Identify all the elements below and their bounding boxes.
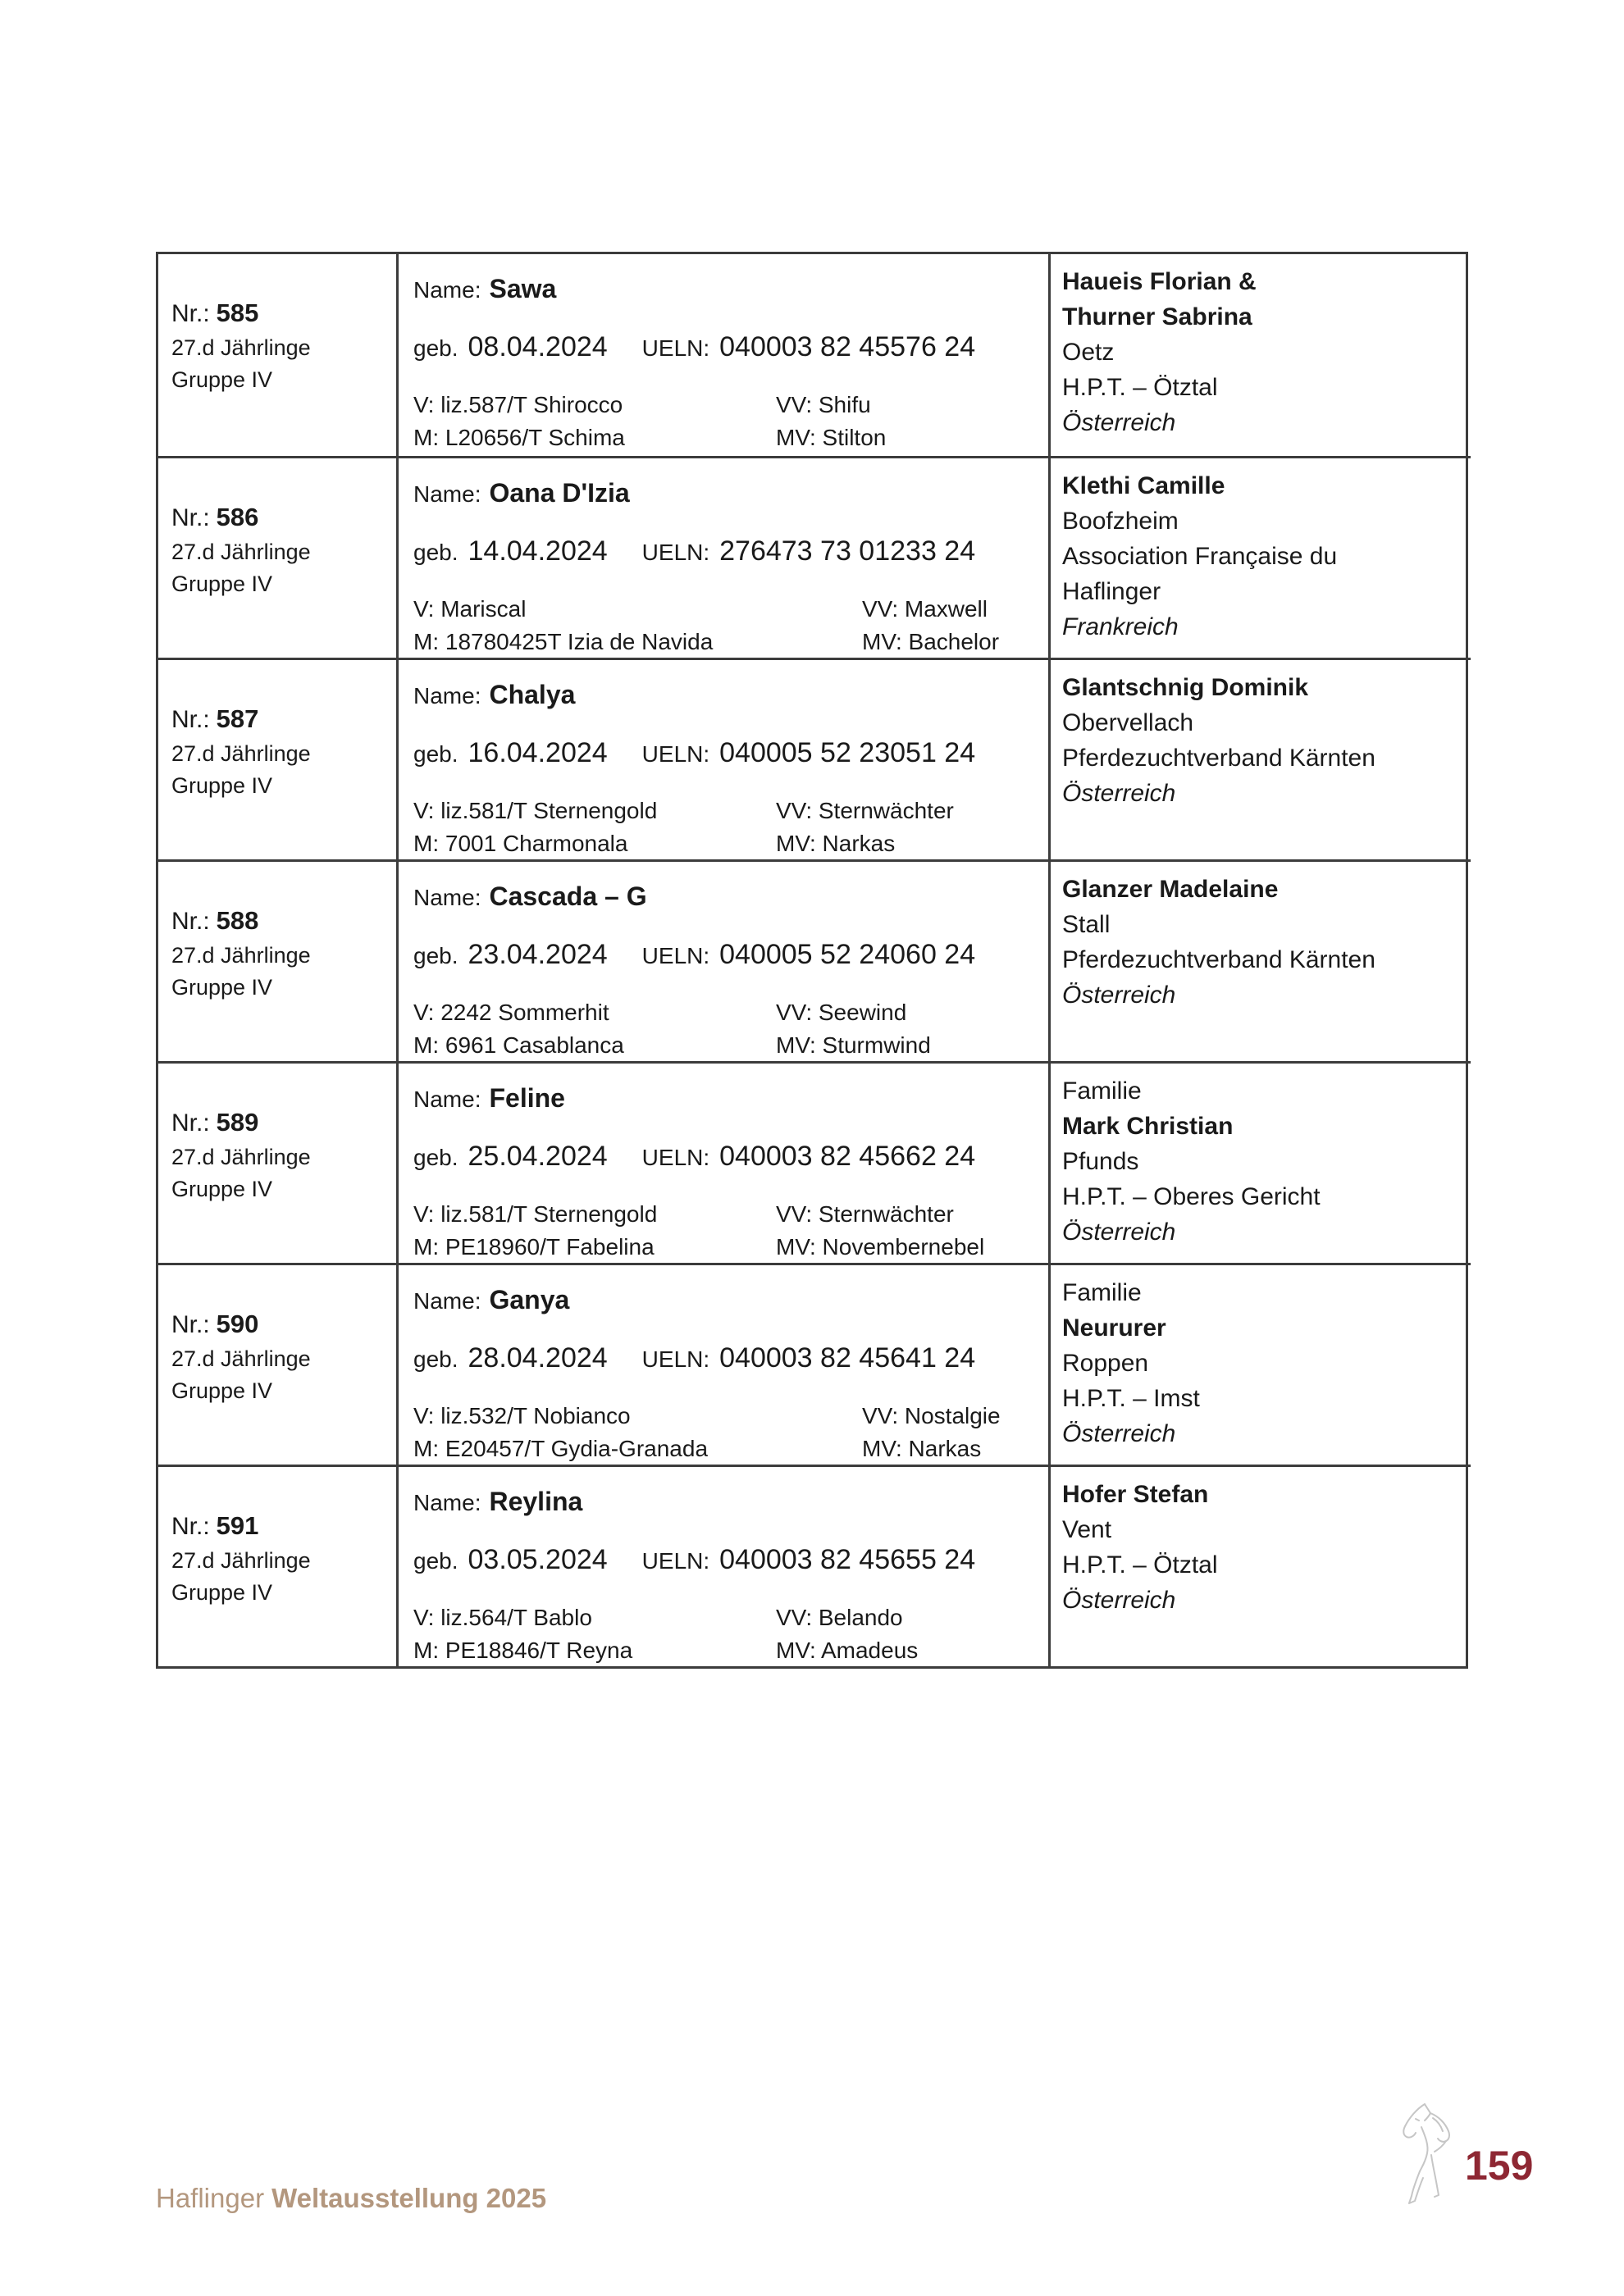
sire: V: liz.581/T Sternengold [413,1201,658,1227]
dam-sire: MV: Stilton [776,425,887,450]
dam-sire: MV: Narkas [862,1436,982,1461]
group-name: Gruppe IV [171,1378,273,1403]
entry-number: 587 [216,704,259,733]
entry-number: 588 [216,906,259,935]
owner-line: Stall [1062,911,1111,938]
birth-ueln-line [413,734,1042,773]
birth-date: 28.04.2024 [468,1342,608,1374]
horse-name-line [413,878,1042,916]
owner-line: Familie [1062,1279,1142,1306]
ueln-label: UELN: [641,1346,710,1372]
horse-name-line [413,1483,1042,1521]
name-label: Name: [413,683,481,708]
owner-line: Oetz [1062,339,1115,366]
dam: M: 6961 Casablanca [413,1032,624,1058]
sire-sire: VV: Sternwächter [776,798,954,823]
owner-line: Österreich [1062,1420,1176,1447]
entry-number-cell [158,658,396,859]
horse-logo-icon [1389,2098,1464,2211]
dam: M: PE18846/T Reyna [413,1638,633,1663]
geb-label: geb. [413,741,458,767]
entry-number-line [171,1306,390,1343]
entry-number: 586 [216,503,259,531]
entries-table [156,252,1468,1669]
owner-line: H.P.T. – Ötztal [1062,374,1218,401]
entry-number-line [171,295,390,332]
owner-cell [1048,859,1471,1061]
birth-date: 03.05.2024 [468,1544,608,1575]
owner-line: Neururer [1062,1314,1166,1342]
sire: V: liz.532/T Nobianco [413,1403,631,1428]
nr-label: Nr.: [171,1513,210,1540]
geb-label: geb. [413,943,458,968]
class-name: 27.d Jährlinge [171,943,311,968]
entry-number: 589 [216,1108,259,1137]
dam-sire: MV: Sturmwind [776,1032,931,1058]
entry-number-line [171,1105,390,1141]
owner-line: Pferdezuchtverband Kärnten [1062,745,1375,772]
nr-label: Nr.: [171,300,210,327]
horse-name: Ganya [489,1285,570,1314]
horse-name-line [413,271,1042,308]
entry-number: 585 [216,298,259,327]
owner-line: Österreich [1062,409,1176,436]
owner-cell [1048,1263,1471,1465]
horse-info-cell [396,254,1048,456]
nr-label: Nr.: [171,504,210,531]
horse-name-line [413,475,1042,512]
pedigree-block [413,1601,1042,1666]
class-name: 27.d Jährlinge [171,1145,311,1169]
owner-line: Glantschnig Dominik [1062,674,1309,701]
owner-line: Hofer Stefan [1062,1481,1209,1508]
page-number: 159 [1465,2143,1534,2189]
group-name: Gruppe IV [171,1177,273,1201]
dam-sire: MV: Bachelor [862,629,1000,654]
dam: M: E20457/T Gydia-Granada [413,1436,709,1461]
sire: V: liz.581/T Sternengold [413,798,658,823]
owner-line: Pferdezuchtverband Kärnten [1062,946,1375,973]
birth-ueln-line [413,1541,1042,1580]
entry-number-cell [158,1263,396,1465]
dam-sire: MV: Narkas [776,831,896,856]
birth-date: 23.04.2024 [468,939,608,970]
owner-line: Österreich [1062,982,1176,1009]
ueln-number: 040003 82 45576 24 [719,331,976,362]
pedigree-block [413,1198,1042,1263]
horse-name: Oana D'Izia [489,478,630,508]
group-name: Gruppe IV [171,572,273,596]
ueln-label: UELN: [641,540,710,565]
footer-brand-light: Haflinger [156,2183,265,2213]
horse-info-cell [396,1061,1048,1263]
birth-date: 16.04.2024 [468,737,608,768]
owner-line: Glanzer Madelaine [1062,876,1279,903]
owner-cell [1048,1465,1471,1666]
ueln-label: UELN: [641,1145,710,1170]
dam: M: L20656/T Schima [413,425,625,450]
class-name: 27.d Jährlinge [171,741,311,766]
dam: M: 7001 Charmonala [413,831,628,856]
nr-label: Nr.: [171,908,210,935]
dam-sire: MV: Novembernebel [776,1234,985,1260]
birth-date: 14.04.2024 [468,535,608,567]
owner-line: Pfunds [1062,1148,1139,1175]
ueln-label: UELN: [641,741,710,767]
nr-label: Nr.: [171,1311,210,1338]
birth-ueln-line [413,1137,1042,1177]
horse-name: Reylina [489,1487,583,1516]
horse-info-cell [396,1263,1048,1465]
horse-name-line [413,1282,1042,1319]
ueln-number: 040003 82 45655 24 [719,1544,976,1575]
name-label: Name: [413,1086,481,1112]
entry-number-cell [158,859,396,1061]
group-name: Gruppe IV [171,1580,273,1605]
ueln-label: UELN: [641,943,710,968]
pedigree-block [413,593,1042,658]
owner-line: Association Française du [1062,543,1338,570]
name-label: Name: [413,481,481,507]
owner-line: Obervellach [1062,709,1194,736]
horse-name: Chalya [489,680,576,709]
entry-number: 590 [216,1310,259,1338]
entry-number-line [171,903,390,940]
nr-label: Nr.: [171,706,210,733]
birth-ueln-line [413,1339,1042,1378]
geb-label: geb. [413,335,458,361]
owner-line: Österreich [1062,1219,1176,1246]
geb-label: geb. [413,1346,458,1372]
class-name: 27.d Jährlinge [171,1548,311,1573]
owner-line: Mark Christian [1062,1113,1234,1140]
class-name: 27.d Jährlinge [171,1346,311,1371]
ueln-label: UELN: [641,335,710,361]
owner-cell [1048,658,1471,859]
horse-name-line [413,1080,1042,1118]
name-label: Name: [413,1490,481,1515]
birth-ueln-line [413,328,1042,367]
owner-line: Roppen [1062,1350,1149,1377]
owner-line: H.P.T. – Imst [1062,1385,1200,1412]
sire: V: 2242 Sommerhit [413,1000,609,1025]
group-name: Gruppe IV [171,773,273,798]
pedigree-block [413,996,1042,1061]
owner-cell [1048,456,1471,658]
class-name: 27.d Jährlinge [171,335,311,360]
owner-line: Österreich [1062,780,1176,807]
owner-line: Klethi Camille [1062,472,1225,499]
owner-line: Thurner Sabrina [1062,303,1252,330]
geb-label: geb. [413,1548,458,1574]
sire-sire: VV: Nostalgie [862,1403,1001,1428]
pedigree-block [413,795,1042,859]
ueln-number: 040005 52 24060 24 [719,939,976,970]
sire: V: Mariscal [413,596,527,622]
pedigree-block [413,389,1042,454]
sire-sire: VV: Maxwell [862,596,988,622]
entry-number-line [171,499,390,536]
owner-line: Haueis Florian & [1062,268,1257,295]
horse-name-line [413,676,1042,714]
owner-cell [1048,254,1471,456]
sire-sire: VV: Seewind [776,1000,907,1025]
horse-info-cell [396,456,1048,658]
dam-sire: MV: Amadeus [776,1638,919,1663]
sire: V: liz.564/T Bablo [413,1605,592,1630]
group-name: Gruppe IV [171,975,273,1000]
horse-name: Sawa [489,274,557,303]
dam: M: PE18960/T Fabelina [413,1234,655,1260]
entry-number-cell [158,1465,396,1666]
owner-line: Österreich [1062,1587,1176,1614]
dam: M: 18780425T Izia de Navida [413,629,714,654]
class-name: 27.d Jährlinge [171,540,311,564]
geb-label: geb. [413,540,458,565]
owner-line: Frankreich [1062,613,1179,640]
name-label: Name: [413,277,481,303]
entry-number-line [171,701,390,738]
footer-brand-bold: Weltausstellung 2025 [271,2183,547,2213]
owner-line: H.P.T. – Ötztal [1062,1551,1218,1578]
owner-line: Familie [1062,1077,1142,1105]
owner-line: Boofzheim [1062,508,1179,535]
owner-line: H.P.T. – Oberes Gericht [1062,1183,1321,1210]
horse-name: Cascada – G [489,882,647,911]
ueln-number: 040003 82 45662 24 [719,1141,976,1172]
birth-date: 08.04.2024 [468,331,608,362]
owner-line: Haflinger [1062,578,1161,605]
ueln-number: 040003 82 45641 24 [719,1342,976,1374]
birth-ueln-line [413,532,1042,572]
footer-brand [156,2183,546,2214]
sire: V: liz.587/T Shirocco [413,392,623,417]
entry-number-cell [158,1061,396,1263]
nr-label: Nr.: [171,1109,210,1137]
geb-label: geb. [413,1145,458,1170]
pedigree-block [413,1400,1042,1465]
entry-number-line [171,1508,390,1545]
entry-number-cell [158,456,396,658]
horse-info-cell [396,859,1048,1061]
name-label: Name: [413,885,481,910]
sire-sire: VV: Sternwächter [776,1201,954,1227]
ueln-label: UELN: [641,1548,710,1574]
horse-info-cell [396,658,1048,859]
ueln-number: 040005 52 23051 24 [719,737,976,768]
sire-sire: VV: Belando [776,1605,903,1630]
ueln-number: 276473 73 01233 24 [719,535,976,567]
name-label: Name: [413,1288,481,1314]
owner-line: Vent [1062,1516,1112,1543]
horse-name: Feline [489,1083,565,1113]
group-name: Gruppe IV [171,367,273,392]
entry-number-cell [158,254,396,456]
entry-number: 591 [216,1511,259,1540]
owner-cell [1048,1061,1471,1263]
horse-info-cell [396,1465,1048,1666]
birth-date: 25.04.2024 [468,1141,608,1172]
sire-sire: VV: Shifu [776,392,871,417]
birth-ueln-line [413,936,1042,975]
